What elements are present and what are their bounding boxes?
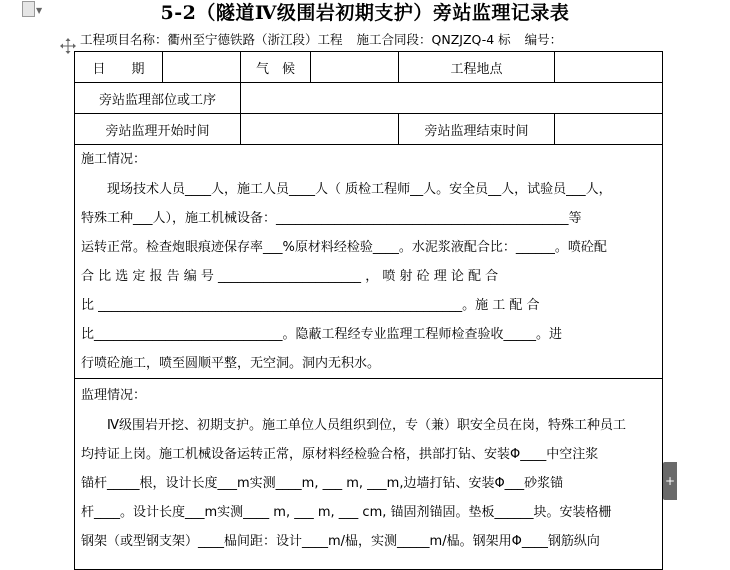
construction-line: 特殊工种___人），施工机械设备：_____________________________________________等 bbox=[81, 211, 582, 226]
construction-line: 合 比 选 定 报 告 编 号 ______________________ ， 喷 射 砼 理 论 配 合 bbox=[81, 269, 499, 284]
supervision-line: Ⅳ级围岩开挖、初期支护。施工单位人员组织到位，专（兼）职安全员在岗，特殊工种员工 bbox=[107, 418, 626, 433]
location-value[interactable] bbox=[555, 52, 663, 83]
supervision-line: 杆____。设计长度___m实测____ m, ___ m, ___ cm, 锚固剂锚固。垫板______块。安装格栅 bbox=[81, 505, 612, 520]
page-title: 5-2（隧道Ⅳ级围岩初期支护）旁站监理记录表 bbox=[160, 2, 570, 24]
project-name: 工程项目名称：衢州至宁德铁路（浙江段）工程 bbox=[80, 32, 343, 47]
construction-line: 比 ________________________________________________________。施 工 配 合 bbox=[81, 298, 540, 313]
side-expand-button[interactable]: + bbox=[663, 462, 677, 500]
supervision-heading: 监理情况： bbox=[81, 388, 147, 403]
date-label: 日 期 bbox=[75, 52, 163, 83]
supervision-line: 钢架（或型钢支架）____榀间距：设计____m/榀，实测_____m/榀。钢架用Φ____钢筋纵向 bbox=[81, 534, 600, 549]
record-number: 编号： bbox=[524, 32, 563, 47]
start-time-label: 旁站监理开始时间 bbox=[75, 114, 241, 145]
weather-label: 气 候 bbox=[241, 52, 311, 83]
location-label: 工程地点 bbox=[399, 52, 555, 83]
supervision-record-table bbox=[74, 51, 663, 570]
part-value[interactable] bbox=[241, 83, 663, 114]
construction-line: 运转正常。检查炮眼痕迹保存率___%原材料经检验____。水泥浆液配合比：______。喷砼配 bbox=[81, 240, 607, 255]
supervision-section bbox=[75, 379, 663, 570]
chevron-down-icon[interactable]: ▼ bbox=[36, 6, 43, 15]
end-time-label: 旁站监理结束时间 bbox=[399, 114, 555, 145]
construction-line: 比_____________________________。隐蔽工程经专业监理工程师检查验收_____。进 bbox=[81, 327, 563, 342]
end-time-value[interactable] bbox=[555, 114, 663, 145]
construction-section bbox=[75, 145, 663, 379]
construction-line: 行喷砼施工，喷至圆顺平整，无空洞。洞内无积水。 bbox=[81, 356, 381, 371]
date-value[interactable] bbox=[163, 52, 241, 83]
supervision-line: 锚杆_____根，设计长度___m实测____m, ___ m, ___m,边墙打钻、安装Φ___砂浆锚 bbox=[81, 476, 564, 491]
construction-line: 现场技术人员____人，施工人员____人（ 质检工程师__人。安全员__人，试验员___人， bbox=[107, 182, 612, 197]
contract-section: 施工合同段：QNZJZQ-4 标 bbox=[356, 32, 511, 47]
start-time-value[interactable] bbox=[241, 114, 399, 145]
supervision-line: 均持证上岗。施工机械设备运转正常，原材料经检验合格，拱部打钻、安装Φ____中空注浆 bbox=[81, 447, 599, 462]
document-meta bbox=[80, 30, 572, 48]
weather-value[interactable] bbox=[311, 52, 399, 83]
part-label: 旁站监理部位或工序 bbox=[75, 83, 241, 114]
construction-heading: 施工情况： bbox=[81, 152, 147, 167]
